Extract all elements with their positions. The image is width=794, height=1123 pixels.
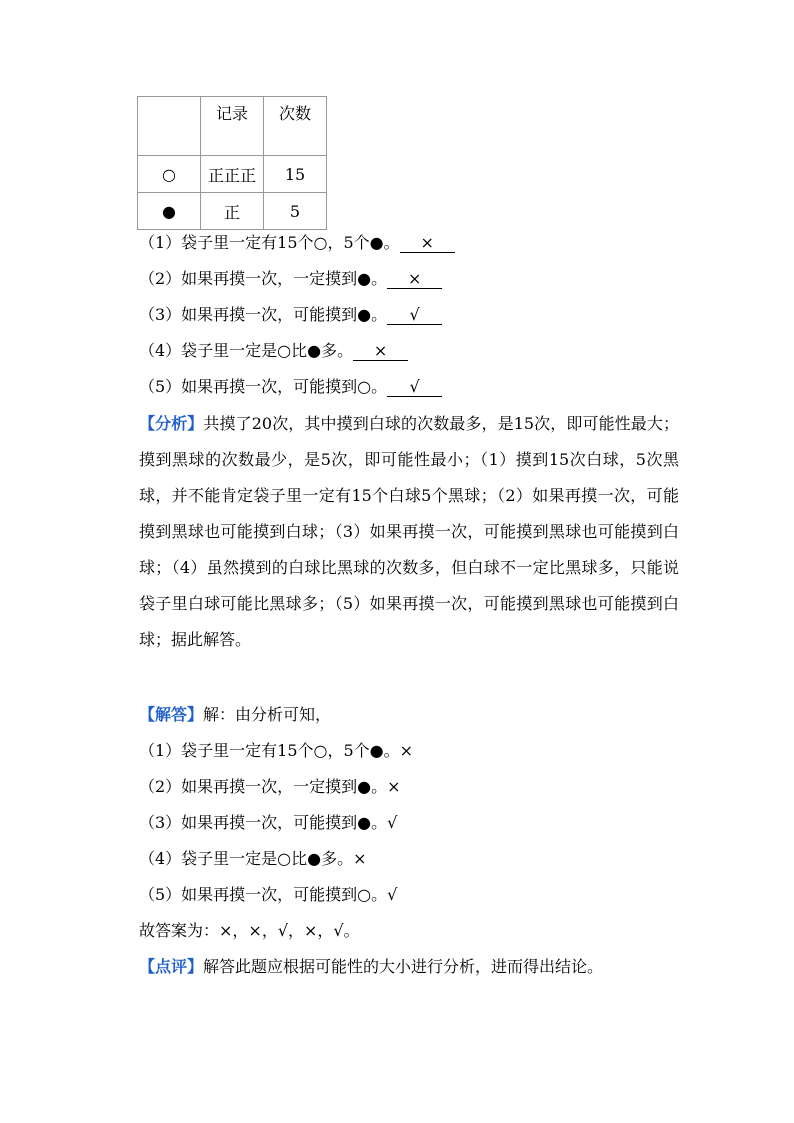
answer-blank: × <box>387 270 442 289</box>
question-text: （2）如果再摸一次，一定摸到●。 <box>139 269 388 288</box>
analysis-text: 共摸了20次，其中摸到白球的次数最多，是15次，即可能性最大；摸到黑球的次数最少，是5次，即可能性最小；（1）摸到15次白球，5次黑球，并不能肯定袋子里一定有15个白球5个黑球；（2）如果再摸一次，可能摸到黑球也可能摸到白球；（3）如果再摸一次，可能摸到黑球也可能摸到白球；（4）虽然摸到的白球比黑球的次数多，但白球不一定比黑球多，只能说袋子里白球可能比黑球多；（5）如果再摸一次，可能摸到黑球也可能摸到白球；据此解答。 <box>139 414 679 649</box>
question-1 <box>139 233 455 253</box>
solution-line-1: （1）袋子里一定有15个○，5个●。× <box>139 741 414 760</box>
solution-line-3: （3）如果再摸一次，可能摸到●。√ <box>139 813 398 832</box>
answer-blank: √ <box>387 306 442 325</box>
analysis-tag: 【分析】 <box>139 414 204 433</box>
table-header-record: 记录 <box>201 97 264 156</box>
solution-final: 故答案为：×，×，√，×，√。 <box>139 921 360 940</box>
white-ball-symbol: ○ <box>138 156 201 193</box>
table-header-row <box>138 97 327 156</box>
solution-intro-line <box>139 705 331 725</box>
question-3 <box>139 305 442 325</box>
table-header-count: 次数 <box>264 97 327 156</box>
record-table <box>137 96 327 230</box>
solution-line-2: （2）如果再摸一次，一定摸到●。× <box>139 777 401 796</box>
analysis-paragraph <box>139 406 679 658</box>
answer-blank: × <box>400 234 455 253</box>
solution-line-5: （5）如果再摸一次，可能摸到○。√ <box>139 885 398 904</box>
question-text: （1）袋子里一定有15个○，5个●。 <box>139 233 400 252</box>
solution-tag: 【解答】 <box>139 705 204 724</box>
table-cell-count: 5 <box>264 193 327 230</box>
black-ball-symbol: ● <box>138 193 201 230</box>
table-header-cell <box>138 97 201 156</box>
question-5 <box>139 377 442 397</box>
question-2 <box>139 269 442 289</box>
table-cell-count: 15 <box>264 156 327 193</box>
table-row <box>138 193 327 230</box>
comment-line <box>139 957 603 977</box>
table-cell-record: 正 <box>201 193 264 230</box>
table-cell-record: 正正正 <box>201 156 264 193</box>
answer-blank: × <box>353 342 408 361</box>
question-text: （4）袋子里一定是○比●多。 <box>139 341 354 360</box>
solution-line-4: （4）袋子里一定是○比●多。× <box>139 849 367 868</box>
question-text: （3）如果再摸一次，可能摸到●。 <box>139 305 388 324</box>
question-4 <box>139 341 408 361</box>
question-text: （5）如果再摸一次，可能摸到○。 <box>139 377 388 396</box>
answer-blank: √ <box>387 378 442 397</box>
table-row <box>138 156 327 193</box>
comment-tag: 【点评】 <box>139 957 204 976</box>
solution-intro: 解：由分析可知， <box>203 705 332 724</box>
comment-text: 解答此题应根据可能性的大小进行分析，进而得出结论。 <box>203 957 604 976</box>
